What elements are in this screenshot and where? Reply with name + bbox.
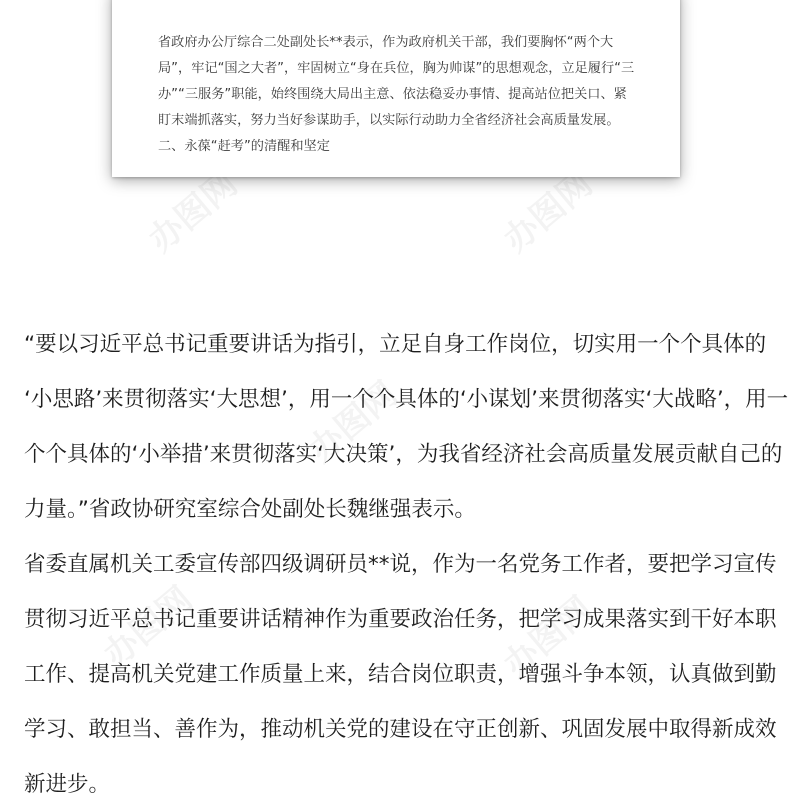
excerpt-line: 盯末端抓落实，努力当好参谋助手，以实际行动助力全省经济社会高质量发展。 [158, 113, 620, 128]
body-line: 个个具体的‘小举措’来贯彻落实‘大决策’，为我省经济社会高质量发展贡献自己的 [24, 442, 783, 467]
watermark: 办图网 [496, 164, 601, 261]
body-line: “要以习近平总书记重要讲话为指引，立足自身工作岗位，切实用一个个具体的 [24, 332, 767, 357]
body-line: 工作、提高机关党建工作质量上来，结合岗位职责，增强斗争本领，认真做到勤 [24, 662, 777, 687]
excerpt-heading: 二、永葆“赶考”的清醒和坚定 [158, 139, 330, 154]
watermark: 办图网 [141, 164, 246, 261]
body-line: 力量。”省政协研究室综合处副处长魏继强表示。 [24, 497, 476, 522]
excerpt-line: 办”“三服务”职能，始终围绕大局出主意、依法稳妥办事情、提高站位把关口、紧 [158, 87, 627, 102]
body-line: 新进步。 [24, 772, 111, 797]
body-line: ‘小思路’来贯彻落实‘大思想’，用一个个具体的‘小谋划’来贯彻落实‘大战略’，用一 [24, 387, 789, 412]
excerpt-line: 省政府办公厅综合二处副处长**表示，作为政府机关干部，我们要胸怀“两个大 [158, 35, 614, 50]
watermark: 办图网 [301, 374, 406, 471]
body-line: 学习、敢担当、善作为，推动机关党的建设在守正创新、巩固发展中取得新成效 [24, 717, 777, 742]
watermark: 办图网 [96, 579, 201, 676]
excerpt-line: 局”，牢记“国之大者”，牢固树立“身在兵位，胸为帅谋”的思想观念，立足履行“三 [158, 61, 635, 76]
body-line: 省委直属机关工委宣传部四级调研员**说，作为一名党务工作者，要把学习宣传 [24, 552, 777, 577]
watermark: 办图网 [496, 589, 601, 686]
document-excerpt-card [112, 0, 680, 177]
body-line: 贯彻习近平总书记重要讲话精神作为重要政治任务，把学习成果落实到干好本职 [24, 607, 777, 632]
